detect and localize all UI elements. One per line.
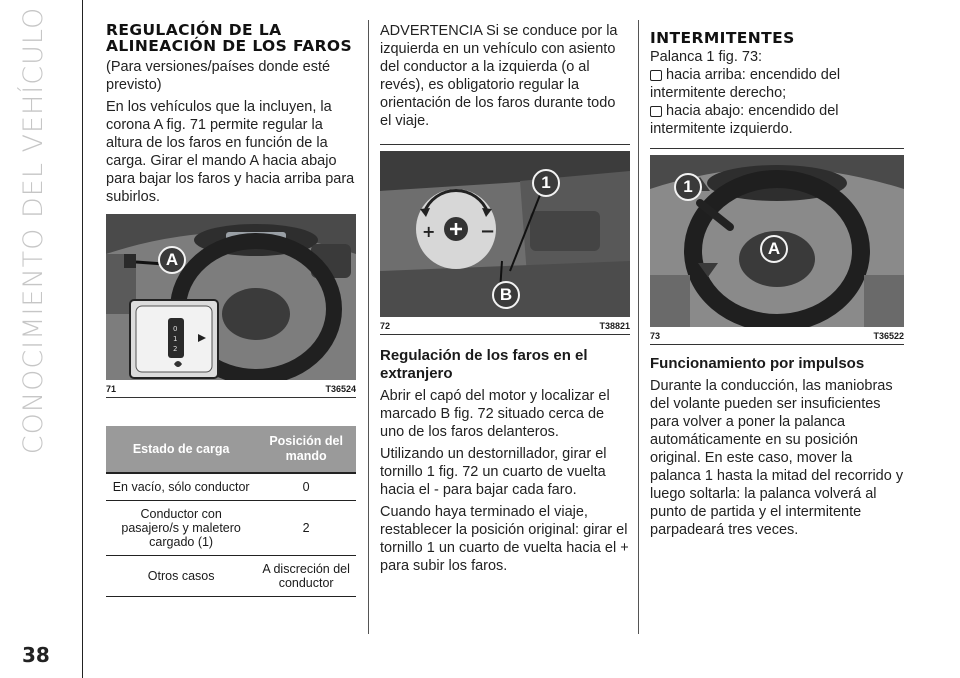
- figure-72-image: [380, 151, 630, 317]
- figure-73: [650, 148, 904, 345]
- figure-72-code: T38821: [599, 321, 630, 331]
- abroad-step-2: Utilizando un destornillador, girar el tornillo 1 fig. 72 un cuarto de vuelta hacia el - para bajar cada faro.: [380, 446, 607, 498]
- impulse-mode-text: Durante la conducción, las maniobras del volante pueden ser insuficientes para volver a poner la palanca automáticamente en su posición original. En este caso, mover la palanca 1 hasta la mitad del recorrido y luego soltarla: la palanca volverá al punto de partida y el intermitente parpadeará tres veces.: [650, 378, 904, 538]
- figure-72-caption: [380, 317, 630, 335]
- heading-impulse-mode: Funcionamiento por impulsos: [650, 355, 865, 372]
- table-cell: A discreción del conductor: [256, 556, 356, 597]
- abroad-step-3: Cuando haya terminado el viaje, restablecer la posición original: girar el tornillo 1 un cuarto de vuelta hacia el + para subir los faros.: [380, 504, 629, 574]
- section-side-title: [4, 6, 64, 454]
- figure-73-caption: [650, 327, 904, 345]
- table-cell: 2: [256, 501, 356, 556]
- svg-text:−: −: [480, 221, 496, 242]
- callout-b: B: [492, 281, 520, 309]
- bullet-right-a: hacia arriba: encendido del: [666, 67, 841, 83]
- callout-1: 1: [532, 169, 560, 197]
- figure-71-caption: [106, 380, 356, 398]
- dashboard-illustration: [106, 214, 356, 380]
- figure-73-code: T36522: [873, 331, 904, 341]
- figure-73-number: 73: [650, 331, 661, 341]
- abroad-step-1: Abrir el capó del motor y localizar el marcado B fig. 72 situado cerca de uno de los faros delanteros.: [380, 388, 610, 440]
- table-row: [106, 556, 356, 597]
- bullet-right-b: intermitente derecho;: [650, 85, 787, 101]
- bullet-left-a: hacia abajo: encendido del: [666, 103, 839, 119]
- figure-72: [380, 144, 630, 335]
- heading-abroad: Regulación de los faros en el extranjero: [380, 347, 588, 382]
- callout-a: A: [760, 235, 788, 263]
- table-header-load: Estado de carga: [106, 426, 256, 473]
- bullet-icon: [650, 106, 662, 117]
- headlight-alignment-text: En los vehículos que la incluyen, la corona A fig. 71 permite regular la altura de los faros en función de la carga. Girar el mando A hacia abajo para bajar los faros y hacia arriba para subirlos.: [106, 99, 355, 205]
- table-row: [106, 501, 356, 556]
- figure-71-code: T36524: [325, 384, 356, 394]
- lever-reference: Palanca 1 fig. 73:: [650, 49, 763, 65]
- callout-a: A: [158, 246, 186, 274]
- bullet-icon: [650, 70, 662, 81]
- svg-text:0: 0: [173, 325, 178, 333]
- table-cell: 0: [256, 473, 356, 501]
- figure-71: [106, 214, 356, 398]
- table-row: [106, 473, 356, 501]
- list-item: [650, 102, 904, 120]
- sidebar-divider: [82, 0, 83, 678]
- column-abroad-adjustment: [380, 22, 630, 575]
- warning-text: ADVERTENCIA Si se conduce por la izquierda en un vehículo con asiento del conductor a la izquierda (o al revés), es obligatorio regular la orientación de los faros durante todo el viaje.: [380, 23, 618, 129]
- table-header-row: [106, 426, 356, 473]
- figure-73-image: [650, 155, 904, 327]
- callout-1: 1: [674, 173, 702, 201]
- table-header-position: Posición del mando: [256, 426, 356, 473]
- column-turn-signals: [650, 22, 904, 539]
- svg-text:+: +: [422, 222, 436, 241]
- svg-text:2: 2: [173, 345, 178, 353]
- section-title-text: CONOCIMIENTO DEL VEHÍCULO: [18, 6, 50, 454]
- availability-note: (Para versiones/países donde esté previsto): [106, 59, 331, 93]
- heading-turn-signals: INTERMITENTES: [650, 29, 795, 47]
- heading-headlight-alignment: REGULACIÓN DE LA ALINEACIÓN DE LOS FAROS: [106, 21, 353, 55]
- table-cell: Otros casos: [106, 556, 256, 597]
- table-cell: Conductor con pasajero/s y maletero cargado (1): [106, 501, 256, 556]
- load-position-table: [106, 426, 356, 597]
- column-divider-1: [368, 20, 369, 634]
- list-item: [650, 66, 904, 84]
- column-divider-2: [638, 20, 639, 634]
- bullet-left-b: intermitente izquierdo.: [650, 121, 793, 137]
- table-cell: En vacío, sólo conductor: [106, 473, 256, 501]
- figure-72-number: 72: [380, 321, 391, 331]
- figure-71-image: [106, 214, 356, 380]
- svg-text:1: 1: [173, 335, 178, 343]
- column-headlight-alignment: [106, 22, 356, 597]
- page-number: 38: [22, 643, 50, 667]
- figure-71-number: 71: [106, 384, 117, 394]
